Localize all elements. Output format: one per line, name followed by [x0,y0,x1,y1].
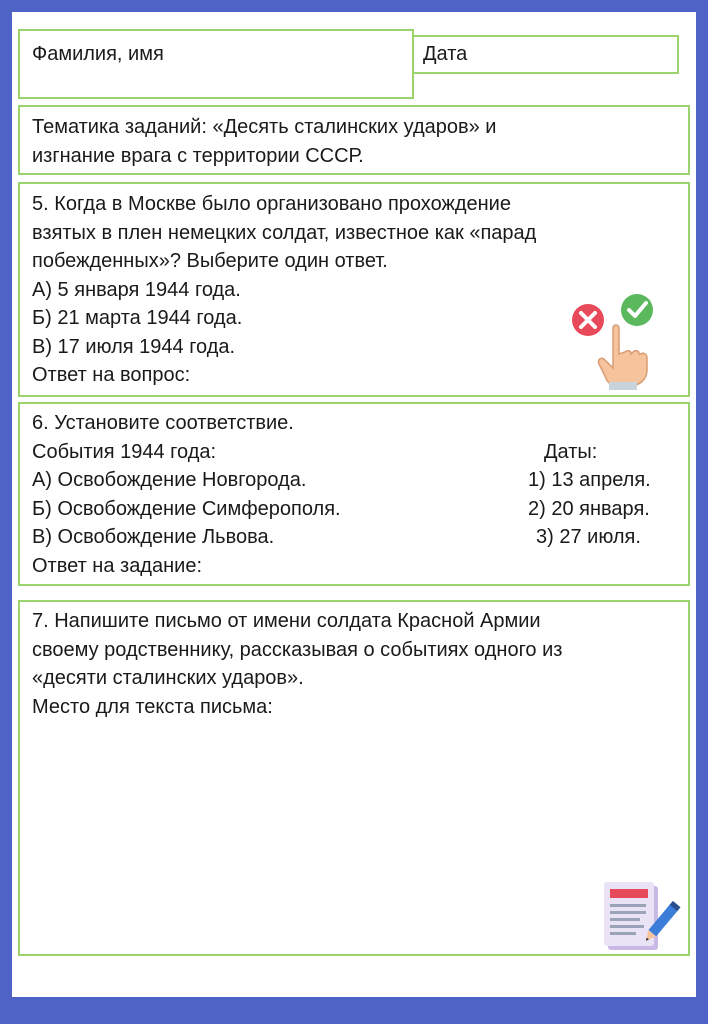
date-field[interactable] [412,35,679,74]
topic-box [18,105,690,175]
question-line: побежденных»? Выберите один ответ. [32,250,388,272]
name-field[interactable] [18,29,414,99]
letter-writing-icon [602,880,682,958]
question-7 [18,600,690,956]
question-6 [18,402,690,586]
hand-choice-icon [567,292,667,390]
question-line: 5. Когда в Москве было организовано прохождение [32,193,511,215]
answer-option[interactable]: А) 5 января 1944 года. [32,278,241,301]
dates-header: Даты: [544,440,598,463]
answer-label: Ответ на задание: [32,554,202,577]
worksheet [12,12,696,997]
answer-option[interactable]: В) 17 июля 1944 года. [32,335,236,358]
event-item: А) Освобождение Новгорода. [32,469,307,491]
event-item: В) Освобождение Львова. [32,526,275,548]
answer-option[interactable]: Б) 21 марта 1944 года. [32,307,243,329]
date-item: 3) 27 июля. [536,526,641,548]
question-6-text [32,409,676,580]
question-line: взятых в плен немецких солдат, известное как «парад [32,221,537,244]
events-header: События 1944 года: [32,440,217,463]
event-item: Б) Освобождение Симферополя. [32,497,341,520]
date-item: 1) 13 апреля. [528,469,651,491]
topic-text [32,113,496,170]
question-5-text [32,190,536,390]
date-item: 2) 20 января. [528,497,650,520]
name-label: Фамилия, имя [32,43,164,65]
date-label: Дата [423,43,468,65]
answer-label: Ответ на вопрос: [32,364,191,386]
topic-line: изгнание врага с территории СССР. [32,144,364,167]
question-line: 7. Напишите письмо от имени солдата Красной Армии [32,610,541,632]
question-line: своему родственнику, рассказывая о событиях одного из [32,638,563,661]
question-7-text [32,607,562,721]
topic-line: Тематика заданий: «Десять сталинских ударов» и [32,116,497,138]
question-title: 6. Установите соответствие. [32,412,294,434]
place-label: Место для текста письма: [32,695,273,718]
question-line: «десяти сталинских ударов». [32,667,304,689]
